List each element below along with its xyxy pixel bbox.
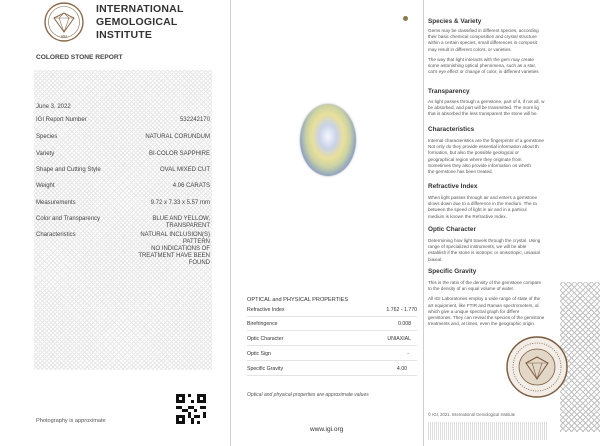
text-line: Determining how light travels through the crystal. Using (428, 238, 541, 243)
logo-text: IGI (61, 34, 67, 39)
text-characteristics (428, 138, 600, 175)
text-line: some astonishing optical phenomena, such as a star, (428, 63, 537, 69)
text-line: the gemstone has been treated. (428, 169, 493, 175)
copyright-text: © IGI, 2021. International Gemological Institute (428, 412, 516, 417)
photo-note: Photography is approximate (36, 418, 106, 424)
text-line: All IGI Laboratories employ a wide range of state of the (428, 296, 541, 302)
text-line: Not only do they provide essential information about th (428, 144, 539, 150)
text-line: range of specialized instruments, we will be able (428, 244, 527, 250)
text-line: When light passes through air and enters a gemstone (428, 195, 538, 200)
text-line: Gems may be classified in different species, according (428, 28, 539, 33)
text-line: As light passes through a gemstone, part of it, if not all, w (428, 99, 545, 104)
website-url[interactable]: www.igi.org (310, 426, 344, 433)
optical-title: OPTICAL and PHYSICAL PROPERTIES (247, 297, 349, 303)
optical-value: 4.00 (396, 366, 407, 372)
text-species-variety (428, 28, 600, 75)
label-measurements: Measurements (36, 200, 76, 206)
text-line: which give a unique spectral graph for differe (428, 308, 520, 314)
fine-print (428, 422, 548, 440)
text-line: be absorbed, and part will be transmitted. The more lig (428, 105, 539, 111)
optical-value: 1.762 - 1.770 (386, 307, 417, 313)
value-characteristics-1: NATURAL INCLUSION(S) (140, 232, 210, 238)
text-transparency (428, 99, 600, 118)
label-weight: Weight (36, 183, 55, 189)
optical-label: Optic Character (247, 336, 284, 342)
igi-logo (44, 2, 84, 42)
text-line: medium is known the Refractive Index. (428, 213, 507, 219)
gemstone-photo (300, 104, 356, 176)
label-species: Species (36, 134, 58, 140)
text-line: Internal characteristics are the fingerprints of a gemstone (428, 138, 544, 143)
qr-code (176, 394, 206, 424)
text-line: Sometimes they also provide information on wheth (428, 162, 531, 168)
label-characteristics: Characteristics (36, 232, 76, 238)
optical-value: UNIAXIAL (387, 336, 411, 342)
report-date: June 3, 2022 (36, 104, 71, 110)
text-line: their basic chemical composition and crystal structure (428, 34, 537, 40)
label-color: Color and Transparency (36, 216, 101, 222)
heading-transparency: Transparency (428, 88, 470, 95)
org-name (96, 3, 184, 42)
label-report-number: IGI Report Number (36, 117, 87, 123)
optical-value: 0.008 (398, 321, 411, 327)
value-color-2: TRANSPARENT (165, 223, 210, 229)
text-line: between the speed of light in air and in a particul (428, 207, 527, 213)
value-characteristics-5: FOUND (188, 260, 210, 266)
value-report-number: 532242170 (179, 117, 210, 123)
report-title: COLORED STONE REPORT (36, 54, 123, 61)
optical-row (247, 305, 417, 317)
text-refractive-index (428, 195, 600, 220)
text-line: to the density of an equal volume of water. (428, 286, 515, 292)
text-optic-character (428, 238, 600, 263)
text-line: This is the ratio of the density of the gemstone compare (428, 280, 542, 285)
text-line: biaxial. (428, 256, 443, 262)
optical-label: Optic Sign (247, 351, 271, 357)
text-line: establish if the stone is isotropic or anisotropic, uniaxial (428, 250, 540, 256)
speck-mark (403, 16, 408, 21)
text-line: The way that light interacts with the gem may create (428, 56, 534, 62)
optical-value: - (407, 351, 409, 357)
text-line: may result in different colors, or varieties. (428, 46, 512, 52)
optical-row (247, 319, 417, 331)
optical-label: Birefringence (247, 321, 278, 327)
optical-row (247, 349, 417, 361)
text-line: geographical region where they originate from (428, 156, 522, 162)
heading-characteristics: Characteristics (428, 126, 475, 133)
heading-refractive-index: Refractive Index (428, 183, 478, 190)
label-variety: Variety (36, 151, 55, 157)
org-line-3: INSTITUTE (96, 29, 153, 41)
value-characteristics-4: TREATMENT HAVE BEEN (138, 253, 210, 259)
heading-specific-gravity: Specific Gravity (428, 268, 477, 275)
text-line: within a certain species, small differences in composit (428, 40, 537, 46)
optical-note: Optical and physical properties are approximate values (247, 392, 369, 398)
text-line: that is absorbed the less transparent the stone will be. (428, 111, 538, 117)
text-line: art equipment, like FTIR and Raman spectrometers, al (428, 302, 539, 308)
value-species: NATURAL CORUNDUM (145, 134, 210, 140)
optical-row (247, 364, 417, 376)
panel-fold-1 (230, 0, 231, 446)
label-shape: Shape and Cutting Style (36, 167, 101, 173)
org-line-2: GEMOLOGICAL (96, 16, 178, 28)
value-characteristics-3: NO INDICATIONS OF (151, 246, 210, 252)
text-line: formation, but also the possible geological or (428, 150, 519, 156)
value-weight: 4.06 CARATS (172, 183, 210, 189)
optical-row (247, 334, 417, 346)
value-shape: OVAL MIXED CUT (159, 167, 210, 173)
text-line: gemstones. They can reveal the species of the gemstone (428, 315, 545, 321)
text-line: treatments and, at times, even the geographic origin. (428, 321, 536, 327)
heading-optic-character: Optic Character (428, 226, 476, 233)
heading-species-variety: Species & Variety (428, 18, 482, 25)
value-characteristics-2: PATTERN (182, 239, 210, 245)
value-color-1: BLUE AND YELLOW, (152, 216, 210, 222)
panel-fold-2 (423, 0, 424, 446)
optical-label: Refractive Index (247, 307, 285, 313)
org-line-1: INTERNATIONAL (96, 3, 184, 15)
igi-seal (506, 336, 568, 398)
text-line: slows down due to a difference in the medium. The ra (428, 201, 537, 207)
value-measurements: 9.72 x 7.33 x 5.57 mm (150, 200, 210, 206)
value-variety: BI-COLOR SAPPHIRE (148, 151, 210, 157)
text-line: cat's eye effect or change of color, in different varieties (428, 69, 539, 75)
optical-label: Specific Gravity (247, 366, 284, 372)
